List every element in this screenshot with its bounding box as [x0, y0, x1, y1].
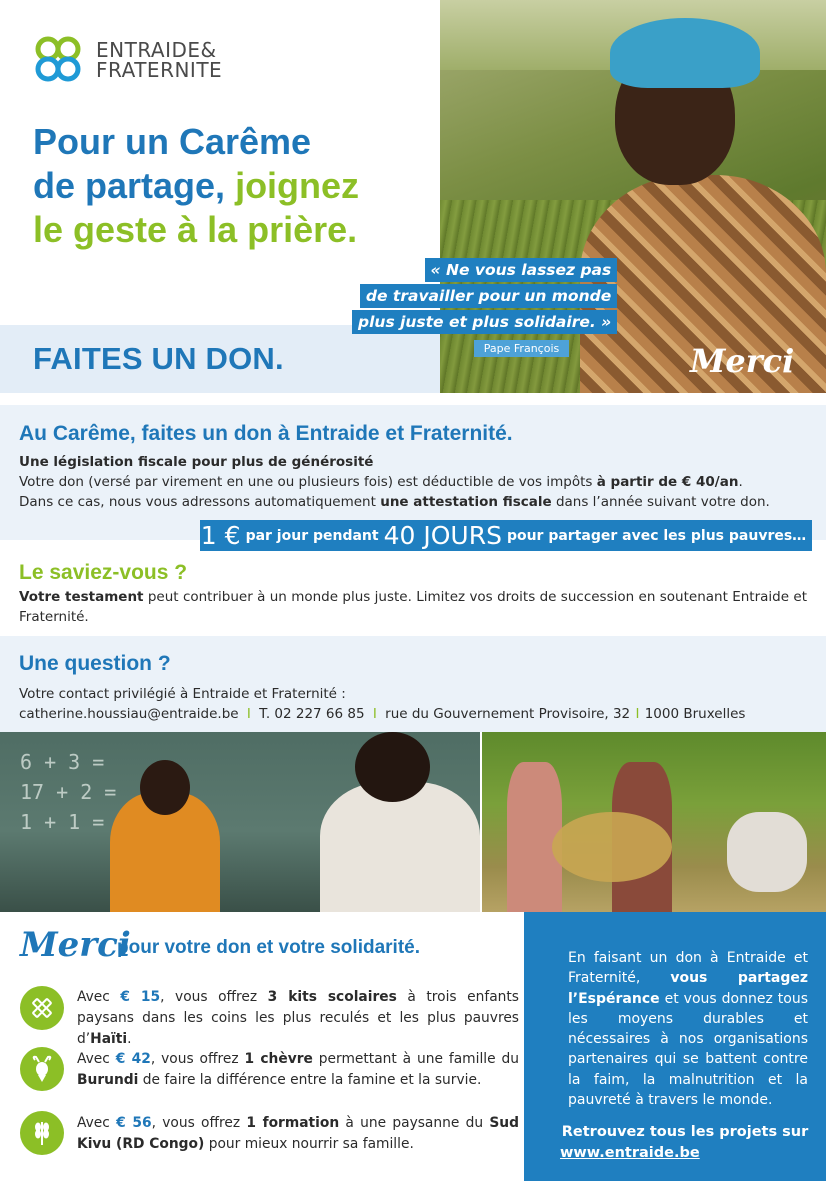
gift-item-name: 3 kits scolaires	[267, 989, 397, 1005]
blackboard-text	[20, 747, 116, 837]
side-text-c: et vous donnez tous les moyens durables et nécessaires à nos organisations partenaires qui se battent contre la faim, la malnutrition et la pauvreté à travers le monde.	[568, 990, 808, 1109]
side-info-box	[524, 912, 826, 1181]
savez-title: Le saviez-vous ?	[19, 561, 188, 584]
fiscal-title: Au Carême, faites un don à Entraide et Fraternité.	[19, 422, 513, 445]
gift-end: de faire la différence entre la famine et la survie.	[138, 1072, 482, 1088]
logo-mark-icon	[32, 35, 90, 85]
separator: I	[372, 706, 377, 722]
gift-mid1: , vous offrez	[160, 989, 268, 1005]
logo-line2: FRATERNITE	[96, 58, 223, 82]
pope-quote	[352, 258, 617, 357]
logo-line1: ENTRAIDE&	[96, 38, 217, 62]
fiscal-subtitle: Une législation fiscale pour plus de générosité	[19, 454, 374, 470]
headline-line1: Pour un Carême	[33, 121, 312, 162]
fiscal-body	[19, 452, 809, 512]
gift-end: .	[127, 1031, 132, 1047]
gift-mid2: à trois enfants paysans dans les coins les plus reculés et les plus pauvres d’	[77, 989, 519, 1047]
gift-place: Haïti	[90, 1031, 128, 1047]
headline-line3: le geste à la prière.	[33, 209, 358, 250]
gift-mid2: permettant à une famille du	[312, 1051, 519, 1067]
gift-amount: € 56	[116, 1115, 152, 1131]
fiscal-p1-c: .	[738, 474, 743, 490]
headline-line2-blue: de partage,	[33, 165, 236, 206]
gift-end: pour mieux nourrir sa famille.	[204, 1136, 414, 1152]
gift-place: Burundi	[77, 1072, 139, 1088]
quote-line1: « Ne vous lassez pas	[425, 258, 618, 282]
headline	[33, 120, 433, 252]
pill-days: 40 JOURS	[383, 521, 502, 550]
separator: I	[635, 706, 640, 722]
daily-donation-banner	[200, 520, 812, 551]
fiscal-p2-c: dans l’année suivant votre don.	[551, 494, 770, 510]
side-text-a: En faisant un don à Entraide et Fraternité,	[568, 950, 808, 987]
gift-mid2: à une paysanne du	[339, 1115, 490, 1131]
fiscal-p2-b: une attestation fiscale	[380, 494, 552, 510]
gift-item-name: 1 chèvre	[244, 1051, 313, 1067]
savez-bold: Votre testament	[19, 589, 144, 605]
side-text	[568, 948, 808, 1110]
fiscal-p1-b: à partir de € 40/an	[596, 474, 739, 490]
side-cta-text: Retrouvez tous les projets sur	[561, 1124, 809, 1140]
board-line: 1 + 1 =	[20, 810, 105, 834]
contact-phone: T. 02 227 66 85	[259, 706, 365, 722]
board-line: 17 + 2 =	[20, 780, 117, 804]
logo	[32, 35, 222, 85]
goat-icon	[20, 1047, 64, 1091]
gift-amount: € 15	[120, 989, 161, 1005]
gift-place: Sud Kivu (RD Congo)	[77, 1115, 519, 1152]
gift-item	[77, 987, 519, 1050]
don-title: FAITES UN DON.	[33, 341, 284, 376]
hero-merci: Merci	[690, 342, 795, 380]
question-title: Une question ?	[19, 652, 171, 675]
separator: I	[246, 706, 251, 722]
board-line: 6 + 3 =	[20, 750, 105, 774]
photo-classroom	[0, 732, 480, 912]
gift-amount: € 42	[115, 1051, 151, 1067]
pill-text1: par jour pendant	[245, 527, 379, 544]
contact-email[interactable]: catherine.houssiau@entraide.be	[19, 706, 239, 722]
savez-body	[19, 587, 807, 627]
quote-author: Pape François	[474, 340, 569, 357]
contact-address: rue du Gouvernement Provisoire, 32	[385, 706, 631, 722]
gift-mid1: , vous offrez	[150, 1051, 245, 1067]
question-line1: Votre contact privilégié à Entraide et Fraternité :	[19, 686, 346, 702]
savez-text: peut contribuer à un monde plus juste. Limitez vos droits de succession en soutenant Entraide et Fraternité.	[19, 589, 807, 625]
contact-city: 1000 Bruxelles	[644, 706, 746, 722]
merci-word: Merci	[20, 925, 131, 965]
side-cta	[560, 1122, 810, 1164]
gift-item	[77, 1049, 519, 1091]
gift-pre: Avec	[77, 1115, 117, 1131]
wheat-icon	[20, 1111, 64, 1155]
pill-euro: 1 €	[200, 521, 241, 550]
fiscal-p2-a: Dans ce cas, nous vous adressons automatiquement	[19, 494, 381, 510]
gift-item-name: 1 formation	[246, 1115, 340, 1131]
gift-mid1: , vous offrez	[151, 1115, 247, 1131]
pill-text2: pour partager avec les plus pauvres…	[506, 527, 807, 544]
side-text-b: vous partagez l’Espérance	[568, 970, 808, 1007]
headline-line2-green: joignez	[235, 165, 360, 206]
photo-harvest	[482, 732, 826, 912]
quote-line2: de travailler pour un monde	[360, 284, 617, 308]
gift-pre: Avec	[77, 989, 121, 1005]
quote-line3: plus juste et plus solidaire. »	[352, 310, 617, 334]
gift-item	[77, 1113, 519, 1155]
question-body	[19, 684, 819, 724]
website-link[interactable]: www.entraide.be	[560, 1145, 700, 1161]
gift-pre: Avec	[77, 1051, 116, 1067]
fiscal-p1-a: Votre don (versé par virement en une ou plusieurs fois) est déductible de vos impôts	[19, 474, 597, 490]
pencil-ruler-icon	[20, 986, 64, 1030]
merci-subtitle: pour votre don et votre solidarité.	[117, 937, 420, 958]
